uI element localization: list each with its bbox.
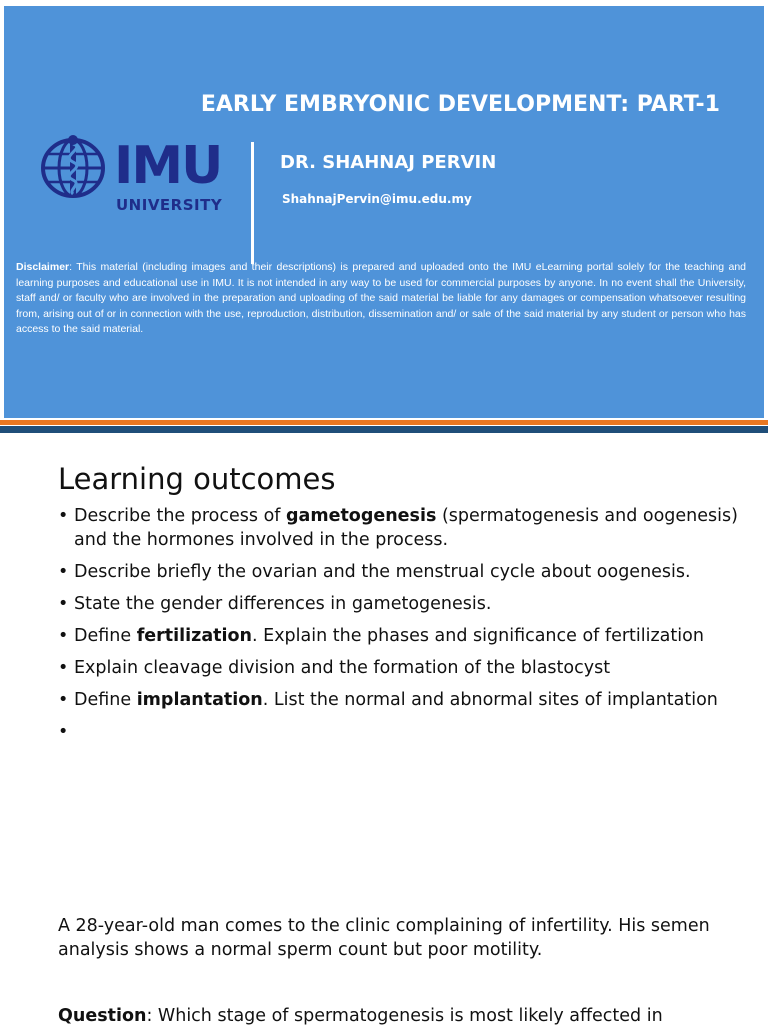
author-name: DR. SHAHNAJ PERVIN xyxy=(280,152,497,173)
disclaimer-label: Disclaimer xyxy=(16,261,70,273)
item-text: Explain cleavage division and the formation of the blastocyst xyxy=(74,658,611,678)
item-bold-term: implantation xyxy=(136,690,263,710)
list-item xyxy=(58,720,748,744)
question-text: : Which stage of spermatogenesis is most likely affected in xyxy=(146,1006,663,1026)
list-item xyxy=(58,592,748,616)
item-text: Define xyxy=(74,626,137,646)
vertical-divider xyxy=(251,142,254,264)
list-item xyxy=(58,656,748,680)
item-bold-term: gametogenesis xyxy=(286,506,437,526)
item-text: Describe briefly the ovarian and the menstrual cycle about oogenesis. xyxy=(74,562,691,582)
item-bold-term: fertilization xyxy=(136,626,253,646)
question-label: Question xyxy=(58,1006,147,1026)
list-item xyxy=(58,504,748,552)
list-item xyxy=(58,624,748,648)
item-text: State the gender differences in gametogenesis. xyxy=(74,594,492,614)
logo-subword: UNIVERSITY xyxy=(116,196,223,214)
item-text: . Explain the phases and significance of fertilization xyxy=(252,626,704,646)
disclaimer-text: : This material (including images and their descriptions) is prepared and uploaded onto the IMU eLearning portal solely for the teaching and learning purposes and educational use in IMU. It is not intended in any way to be used for commercial purposes by anyone. In no event shall the University, staff and/ or faculty who are involved in the preparation and uploading of the said material be liable for any damages or compensation whatsoever resulting from, arising out of or in connection with the use, reproduction, distribution, dissemination and/ or sale of the said material by any student or person who has access to the said material. xyxy=(16,261,746,335)
case-question xyxy=(58,1004,758,1028)
case-description: A 28-year-old man comes to the clinic complaining of infertility. His semen analysis shows a normal sperm count but poor motility. xyxy=(58,916,710,960)
slide-title: EARLY EMBRYONIC DEVELOPMENT: PART-1 xyxy=(200,92,720,117)
item-text: . List the normal and abnormal sites of implantation xyxy=(262,690,718,710)
logo-wordmark: IMU xyxy=(114,136,222,196)
learning-outcomes-list xyxy=(58,504,748,752)
title-slide xyxy=(4,6,764,418)
caduceus-globe-icon xyxy=(38,134,108,198)
disclaimer xyxy=(16,260,746,338)
author-email: ShahnajPervin@imu.edu.my xyxy=(282,192,472,206)
learning-outcomes-heading: Learning outcomes xyxy=(58,462,336,496)
item-text: Describe the process of xyxy=(74,506,286,526)
list-item xyxy=(58,560,748,584)
orange-divider-band xyxy=(0,420,768,425)
list-item xyxy=(58,688,748,712)
item-text: (spermatogenesis and oogenesis) and the hormones involved in the process. xyxy=(74,506,738,550)
item-text: Define xyxy=(74,690,137,710)
blue-divider-band xyxy=(0,426,768,433)
